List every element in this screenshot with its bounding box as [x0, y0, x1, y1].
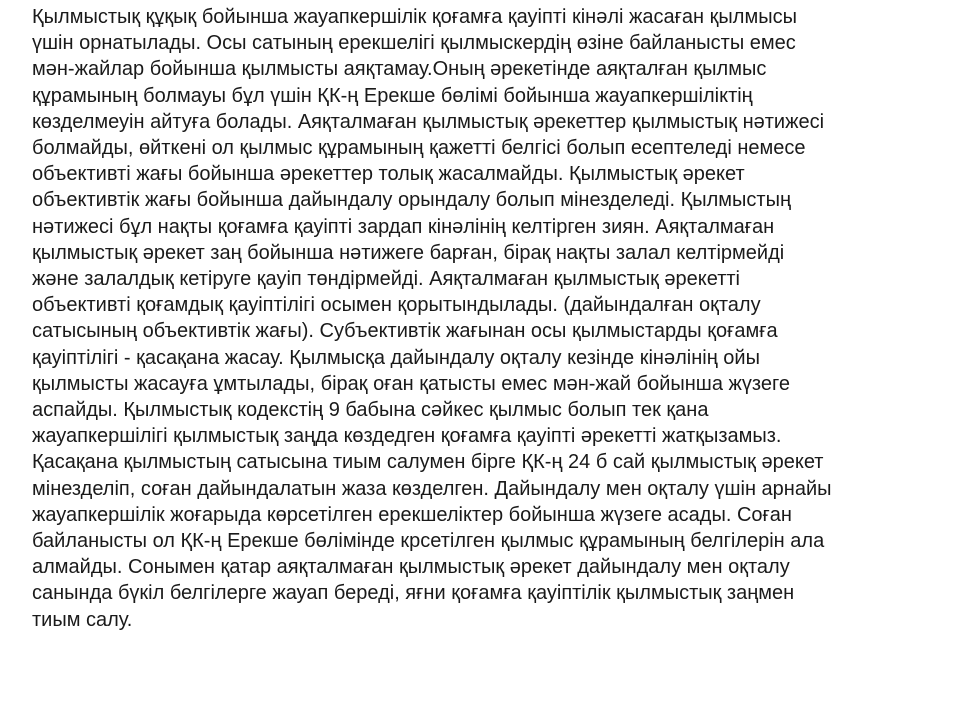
text-line-4: құрамының болмауы бұл үшін ҚК-ң Ерекше бөлімі бойынша жауапкершіліктің — [32, 84, 753, 107]
text-line-23: санында бүкіл белгілерге жауап береді, яғни қоғамға қауіптілік қылмыстық заңмен — [32, 582, 795, 605]
text-line-22: алмайды. Сонымен қатар аяқталмаған қылмыстық әрекет дайындалу мен оқталу — [32, 556, 790, 579]
text-line-20: жауапкершілік жоғарыда көрсетілген ерекшеліктер бойынша жүзеге асады. Соған — [32, 503, 792, 526]
text-line-3: мән-жайлар бойынша қылмысты аяқтамау.Оның әрекетінде аяқталған қылмыс — [32, 58, 767, 81]
text-line-24: тиым салу. — [32, 608, 133, 631]
text-line-8: объективтік жағы бойынша дайындалу орындалу болып мінезделеді. Қылмыстың — [32, 189, 791, 212]
text-line-13: сатысының объективтік жағы). Субъективтік жағынан осы қылмыстарды қоғамға — [32, 320, 778, 343]
text-line-21: байланысты ол ҚК-ң Ерекше бөлімінде крсетілген қылмыс құрамының белгілерін ала — [32, 530, 825, 553]
text-line-9: нәтижесі бұл нақты қоғамға қауіпті зардап кінәлінің келтірген зиян. Аяқталмаған — [32, 215, 775, 238]
text-line-14: қауіптілігі - қасақана жасау. Қылмысқа дайындалу оқталу кезінде кінәлінің ойы — [32, 346, 760, 369]
body-text — [32, 4, 932, 633]
text-line-1: Қылмыстық құқық бойынша жауапкершілік қоғамға қауіпті кінәлі жасаған қылмысы — [32, 6, 797, 28]
text-line-10: қылмыстық әрекет заң бойынша нәтижеге барған, бірақ нақты залал келтірмейді — [32, 241, 785, 264]
text-line-11: және залалдық кетіруге қауіп төндірмейді. Аяқталмаған қылмыстық әрекетті — [32, 268, 740, 291]
text-line-2: үшін орнатылады. Осы сатының ерекшелігі қылмыскердің өзіне байланысты емес — [32, 32, 796, 55]
text-line-18: Қасақана қылмыстың сатысына тиым салумен бірге ҚК-ң 24 б сай қылмыстық әрекет — [32, 451, 824, 474]
text-line-12: объективті қоғамдық қауіптілігі осымен қорытындылады. (дайындалған оқталу — [32, 294, 761, 317]
text-line-19: мінезделіп, соған дайындалатын жаза көзделген. Дайындалу мен оқталу үшін арнайы — [32, 477, 832, 500]
text-line-16: аспайды. Қылмыстық кодекстің 9 бабына сәйкес қылмыс болып тек қана — [32, 399, 709, 422]
text-line-15: қылмысты жасауға ұмтылады, бірақ оған қатысты емес мән-жай бойынша жүзеге — [32, 372, 790, 395]
text-line-6: болмайды, өйткені ол қылмыс құрамының қажетті белгісі болып есептеледі немесе — [32, 137, 806, 160]
text-line-5: көзделмеуін айтуға болады. Аяқталмаған қылмыстық әрекеттер қылмыстық нәтижесі — [32, 110, 825, 133]
text-line-7: объективті жағы бойынша әрекеттер толық жасалмайды. Қылмыстық әрекет — [32, 163, 745, 186]
text-line-17: жауапкершілігі қылмыстық заңда көздедген қоғамға қауіпті әрекетті жатқызамыз. — [32, 425, 782, 448]
